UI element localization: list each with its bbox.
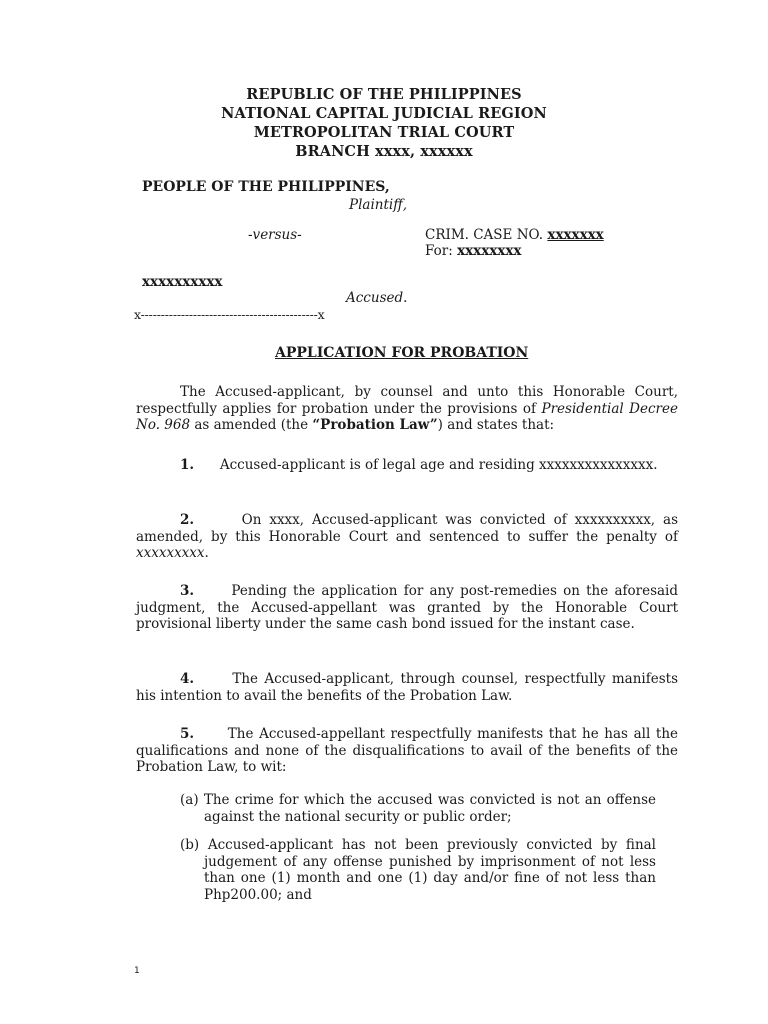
intro-text-1: The Accused-applicant, by counsel and unto this Honorable Court, respectfully applies for probation under the provisions of: [136, 384, 678, 417]
subitem-text: The crime for which the accused was convicted is not an offense against the national security or public order;: [203, 792, 656, 825]
penalty-value: xxxxxxxxx: [136, 545, 205, 562]
for-label: For:: [425, 243, 453, 259]
header-branch: BRANCH xxxx, xxxxxx: [295, 143, 473, 160]
paragraph-end: .: [204, 545, 209, 562]
subitem-text: Accused-applicant has not been previously convicted by final judgement of any offense punished by imprisonment of not less than one (1) month and one (1) day and/or fine of not less than Php200.00; and: [204, 837, 657, 903]
paragraph-text: On xxxx, Accused-applicant was convicted of xxxxxxxxxx, as amended, by this Honorable Court and sentenced to suffer the penalty of: [136, 512, 678, 545]
intro-decree: Presidential Decree No. 968: [136, 400, 678, 434]
intro-law-name: “Probation Law”: [312, 417, 438, 434]
header-republic: REPUBLIC OF THE PHILIPPINES: [246, 86, 522, 103]
paragraph-number: 4.: [180, 671, 195, 687]
paragraph-5: [136, 726, 678, 776]
page-number: 1: [134, 966, 140, 976]
paragraph-number: 2.: [180, 512, 195, 528]
case-number: xxxxxxx: [547, 227, 604, 243]
header-region: NATIONAL CAPITAL JUDICIAL REGION: [221, 105, 547, 122]
paragraph-3: [136, 583, 678, 633]
charge-line: [425, 243, 521, 260]
plaintiff-role: Plaintiff,: [349, 197, 408, 213]
intro-text-3: ) and states that:: [437, 417, 555, 434]
plaintiff-name: PEOPLE OF THE PHILIPPINES,: [142, 179, 390, 195]
paragraph-1: [136, 457, 678, 474]
paragraph-text: The Accused-applicant, through counsel, respectfully manifests his intention to avail the benefits of the Probation Law.: [136, 671, 679, 704]
intro-text-2: as amended (the: [194, 417, 309, 434]
paragraph-4: [136, 671, 678, 704]
subitem-b: [180, 837, 656, 903]
accused-name: xxxxxxxxxx: [142, 274, 223, 290]
paragraph-2: [136, 512, 678, 562]
case-number-line: [425, 227, 604, 244]
for-value: xxxxxxxx: [457, 243, 522, 259]
document-title: APPLICATION FOR PROBATION: [275, 345, 529, 361]
caption-divider: x--------------------------------------------x: [134, 307, 325, 322]
case-label: CRIM. CASE NO.: [425, 227, 544, 243]
intro-paragraph: [136, 384, 678, 434]
subitem-a: [180, 792, 656, 825]
paragraph-text: Pending the application for any post-remedies on the aforesaid judgment, the Accused-appellant was granted by the Honorable Court provisional liberty under the same cash bond issued for the instant case.: [136, 583, 679, 633]
paragraph-number: 5.: [180, 726, 195, 742]
paragraph-number: 3.: [180, 583, 195, 599]
paragraph-number: 1.: [180, 457, 195, 473]
accused-role: Accused.: [346, 290, 408, 306]
versus-label: -versus-: [248, 227, 302, 243]
header-court: METROPOLITAN TRIAL COURT: [253, 124, 515, 141]
paragraph-text: The Accused-appellant respectfully manifests that he has all the qualifications and none of the disqualifications to avail of the benefits of the Probation Law, to wit:: [136, 726, 679, 776]
subitem-label: (a): [180, 792, 199, 808]
paragraph-text: Accused-applicant is of legal age and residing xxxxxxxxxxxxxxx.: [219, 457, 658, 473]
subitem-label: (b): [180, 837, 200, 853]
